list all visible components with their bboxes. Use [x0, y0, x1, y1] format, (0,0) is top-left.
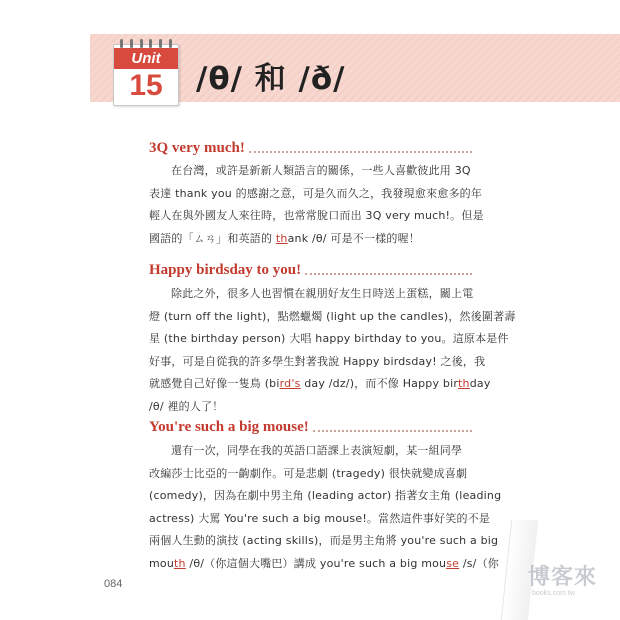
text-line: 輕人在與外國友人來往時，也常常脫口而出 3Q very much!。但是 [149, 209, 484, 223]
text-line [149, 553, 499, 576]
highlighted-sound: th [458, 377, 470, 391]
dotted-divider [313, 430, 472, 432]
page-number: 084 [104, 578, 123, 590]
text-line: 在台灣，或許是新新人類語言的關係，一些人喜歡彼此用 3Q [171, 164, 471, 177]
watermark-logo: 博客來 [528, 565, 598, 590]
text-line [149, 228, 474, 251]
text-line: 改編莎士比亞的一齣劇作。可是悲劇 (tragedy) 很快就變成喜劇 [149, 466, 468, 480]
paragraph-birdsday [149, 283, 516, 419]
highlighted-sound: rd's [279, 377, 301, 391]
text-segment: day /dz/)，而不像 Happy bir [300, 377, 459, 391]
text-segment: mou [149, 556, 175, 570]
watermark-url: books.com.tw [532, 590, 575, 597]
text-segment: ank /θ/ 可是不一樣的喔！ [287, 231, 421, 245]
text-line [149, 373, 491, 396]
text-segment: /s/（你 [459, 556, 499, 570]
text-line: (comedy)，因為在劇中男主角 (leading actor) 指著女主角 (leading [149, 489, 502, 503]
unit-number: 15 [129, 69, 163, 102]
section-title-3q [149, 135, 472, 157]
section-heading: 3Q very much! [149, 140, 245, 156]
text-line: actress) 大罵 You're such a big mouse!。當然這件事好笑的不是 [149, 511, 491, 525]
section-title-birdsday [149, 257, 472, 279]
text-line: 好事，可是自從我的許多學生對著我說 Happy birdsday! 之後，我 [149, 354, 486, 368]
dotted-divider [305, 273, 472, 275]
text-line: 還有一次，同學在我的英語口語課上表演短劇，某一組同學 [171, 444, 463, 457]
highlighted-sound: se [446, 556, 460, 570]
dotted-divider [249, 151, 472, 153]
section-title-mouse [149, 414, 472, 436]
text-line: 表達 thank you 的感謝之意，可是久而久之，我發現愈來愈多的年 [149, 186, 483, 200]
unit-badge [113, 44, 179, 106]
text-line: 兩個人生動的演技 (acting skills)，而是男主角將 you're such a big [149, 534, 499, 548]
section-heading: Happy birdsday to you! [149, 262, 302, 278]
text-segment: 國語的「ㄙㄢ」和英語的 [149, 231, 276, 245]
text-line: 星 (the birthday person) 大唱 happy birthday to you。這原本是件 [149, 332, 509, 346]
text-segment: /θ/（你這個大嘴巴）講成 you're such a big mou [185, 556, 447, 570]
paragraph-3q [149, 160, 484, 250]
highlighted-sound: th [275, 231, 288, 245]
text-line: 燈 (turn off the light)，點燃蠟燭 (light up the candles)，然後圍著壽 [149, 309, 516, 323]
text-line: /θ/ 裡的人了！ [149, 399, 224, 413]
section-heading: You're such a big mouse! [149, 419, 309, 435]
text-segment: 就感覺自己好像一隻鳥 (bi [149, 377, 280, 391]
page-title: /θ/ 和 /ð/ [196, 61, 346, 97]
highlighted-sound: th [174, 556, 186, 570]
paragraph-mouse [149, 440, 502, 576]
unit-label: Unit [114, 48, 178, 69]
text-segment: day [469, 377, 491, 391]
text-line: 除此之外，很多人也習慣在親朋好友生日時送上蛋糕，關上電 [171, 287, 474, 300]
watermark [518, 538, 616, 610]
